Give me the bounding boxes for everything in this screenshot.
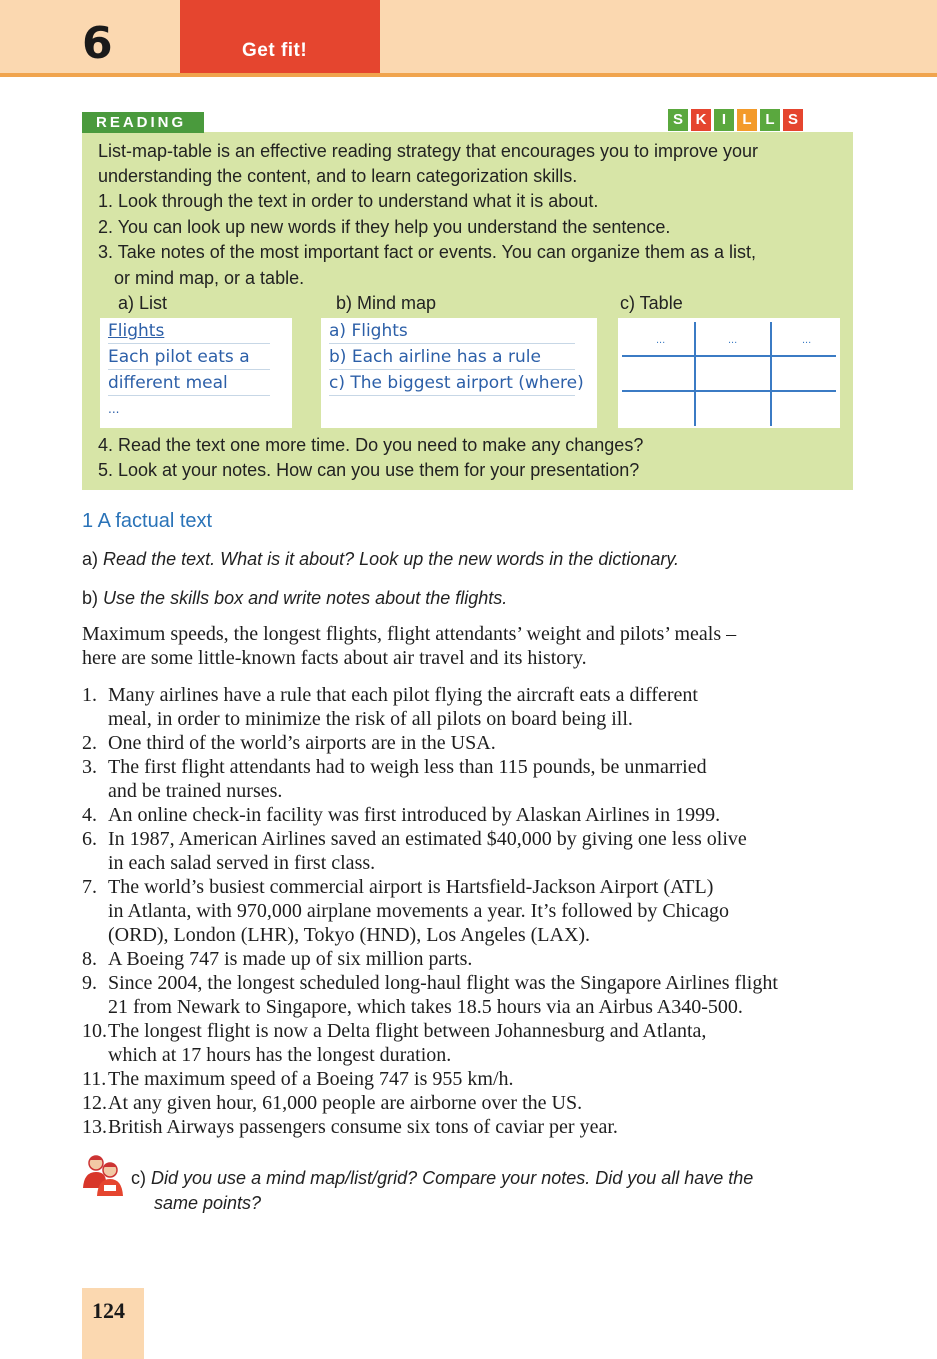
fact-number: 12.	[82, 1092, 107, 1114]
skills-step: 1. Look through the text in order to understand what it is about.	[98, 191, 599, 211]
fact-number: 2.	[82, 732, 97, 754]
fact-line: Since 2004, the longest scheduled long-haul flight was the Singapore Airlines flight	[108, 972, 778, 994]
unit-number: 6	[82, 18, 113, 69]
fact-number: 11.	[82, 1068, 107, 1090]
instruction-a-label: a)	[82, 549, 99, 569]
list-note: different meal	[108, 373, 228, 393]
fact-number: 9.	[82, 972, 97, 994]
ruled-line	[329, 395, 575, 396]
exercise-heading: 1 A factual text	[82, 510, 213, 532]
skills-step: 2. You can look up new words if they help you understand the sentence.	[98, 217, 671, 237]
list-notes-card	[100, 318, 292, 428]
instruction-c-text: same points?	[154, 1193, 262, 1213]
instruction-b-text: Use the skills box and write notes about the flights.	[103, 588, 508, 608]
skills-badge-letter: L	[737, 109, 757, 131]
list-note: Flights	[108, 321, 165, 341]
text-intro-line: here are some little-known facts about air travel and its history.	[82, 647, 587, 669]
skills-intro-line: List-map-table is an effective reading strategy that encourages you to improve your	[98, 141, 759, 161]
mindmap-note: c) The biggest airport (where)	[329, 373, 584, 393]
table-grid-line	[694, 322, 696, 426]
instruction-b	[82, 588, 507, 609]
table-grid-line	[770, 322, 772, 426]
pair-work-icon	[80, 1152, 126, 1198]
instruction-a	[82, 549, 679, 570]
skills-badge-letter: K	[691, 109, 711, 131]
fact-line: The maximum speed of a Boeing 747 is 955 km/h.	[108, 1068, 514, 1090]
fact-number: 13.	[82, 1116, 107, 1138]
fact-number: 3.	[82, 756, 97, 778]
unit-title: Get fit!	[242, 40, 308, 61]
fact-line: (ORD), London (LHR), Tokyo (HND), Los Angeles (LAX).	[108, 924, 591, 946]
fact-line: which at 17 hours has the longest duration.	[108, 1044, 452, 1066]
fact-line: At any given hour, 61,000 people are airborne over the US.	[108, 1092, 583, 1114]
fact-number: 4.	[82, 804, 97, 826]
list-note: Each pilot eats a	[108, 347, 250, 367]
instruction-c-text: Did you use a mind map/list/grid? Compare your notes. Did you all have the	[151, 1168, 754, 1188]
ruled-line	[108, 343, 270, 344]
skills-badge-letter: S	[783, 109, 803, 131]
instruction-c-continued	[154, 1193, 261, 1214]
fact-number: 8.	[82, 948, 97, 970]
mindmap-note: b) Each airline has a rule	[329, 347, 541, 367]
fact-number: 1.	[82, 684, 97, 706]
list-note: ...	[108, 402, 120, 416]
ruled-line	[108, 369, 270, 370]
fact-number: 10.	[82, 1020, 107, 1042]
fact-line: The world’s busiest commercial airport is Hartsfield-Jackson Airport (ATL)	[108, 876, 714, 898]
ruled-line	[329, 343, 575, 344]
skills-intro-line: understanding the content, and to learn categorization skills.	[98, 166, 578, 186]
fact-number: 7.	[82, 876, 97, 898]
header-rule	[0, 73, 937, 77]
instruction-b-label: b)	[82, 588, 99, 608]
list-heading: a) List	[118, 293, 168, 313]
fact-line: The longest flight is now a Delta flight between Johannesburg and Atlanta,	[108, 1020, 707, 1042]
table-cell: ...	[656, 334, 666, 346]
instruction-c-label: c)	[131, 1168, 146, 1188]
mindmap-heading: b) Mind map	[336, 293, 437, 313]
table-cell: ...	[802, 334, 812, 346]
fact-line: meal, in order to minimize the risk of all pilots on board being ill.	[108, 708, 633, 730]
header-band	[0, 0, 937, 76]
skills-badge-letter: S	[668, 109, 688, 131]
skills-badge	[668, 109, 803, 131]
table-heading: c) Table	[620, 293, 683, 313]
fact-number: 6.	[82, 828, 97, 850]
fact-line: In 1987, American Airlines saved an estimated $40,000 by giving one less olive	[108, 828, 747, 850]
skills-badge-letter: I	[714, 109, 734, 131]
skills-badge-letter: L	[760, 109, 780, 131]
skills-step: 3. Take notes of the most important fact or events. You can organize them as a list,	[98, 242, 757, 262]
skills-step: or mind map, or a table.	[114, 268, 305, 288]
table-cell: ...	[728, 334, 738, 346]
skills-step: 4. Read the text one more time. Do you need to make any changes?	[98, 435, 644, 455]
table-grid-line	[622, 355, 836, 357]
fact-line: in Atlanta, with 970,000 airplane movements a year. It’s followed by Chicago	[108, 900, 729, 922]
unit-tab	[180, 0, 380, 73]
ruled-line	[329, 369, 575, 370]
fact-line: Many airlines have a rule that each pilot flying the aircraft eats a different	[108, 684, 698, 706]
skills-step: 5. Look at your notes. How can you use them for your presentation?	[98, 460, 640, 480]
fact-line: One third of the world’s airports are in the USA.	[108, 732, 496, 754]
fact-line: 21 from Newark to Singapore, which takes 18.5 hours via an Airbus A340-500.	[108, 996, 743, 1018]
instruction-c	[131, 1168, 753, 1189]
ruled-line	[108, 395, 270, 396]
fact-line: An online check-in facility was first introduced by Alaskan Airlines in 1999.	[108, 804, 721, 826]
mindmap-notes-card	[321, 318, 597, 428]
text-intro-line: Maximum speeds, the longest flights, flight attendants’ weight and pilots’ meals –	[82, 623, 737, 645]
table-grid-line	[622, 390, 836, 392]
table-notes-card	[618, 318, 840, 428]
fact-line: The first flight attendants had to weigh less than 115 pounds, be unmarried	[108, 756, 707, 778]
reading-label: READING	[82, 112, 204, 133]
instruction-a-text: Read the text. What is it about? Look up the new words in the dictionary.	[103, 549, 680, 569]
fact-line: British Airways passengers consume six tons of caviar per year.	[108, 1116, 618, 1138]
fact-line: in each salad served in first class.	[108, 852, 376, 874]
mindmap-note: a) Flights	[329, 321, 408, 341]
fact-line: and be trained nurses.	[108, 780, 283, 802]
fact-line: A Boeing 747 is made up of six million parts.	[108, 948, 473, 970]
page-number: 124	[92, 1298, 125, 1323]
